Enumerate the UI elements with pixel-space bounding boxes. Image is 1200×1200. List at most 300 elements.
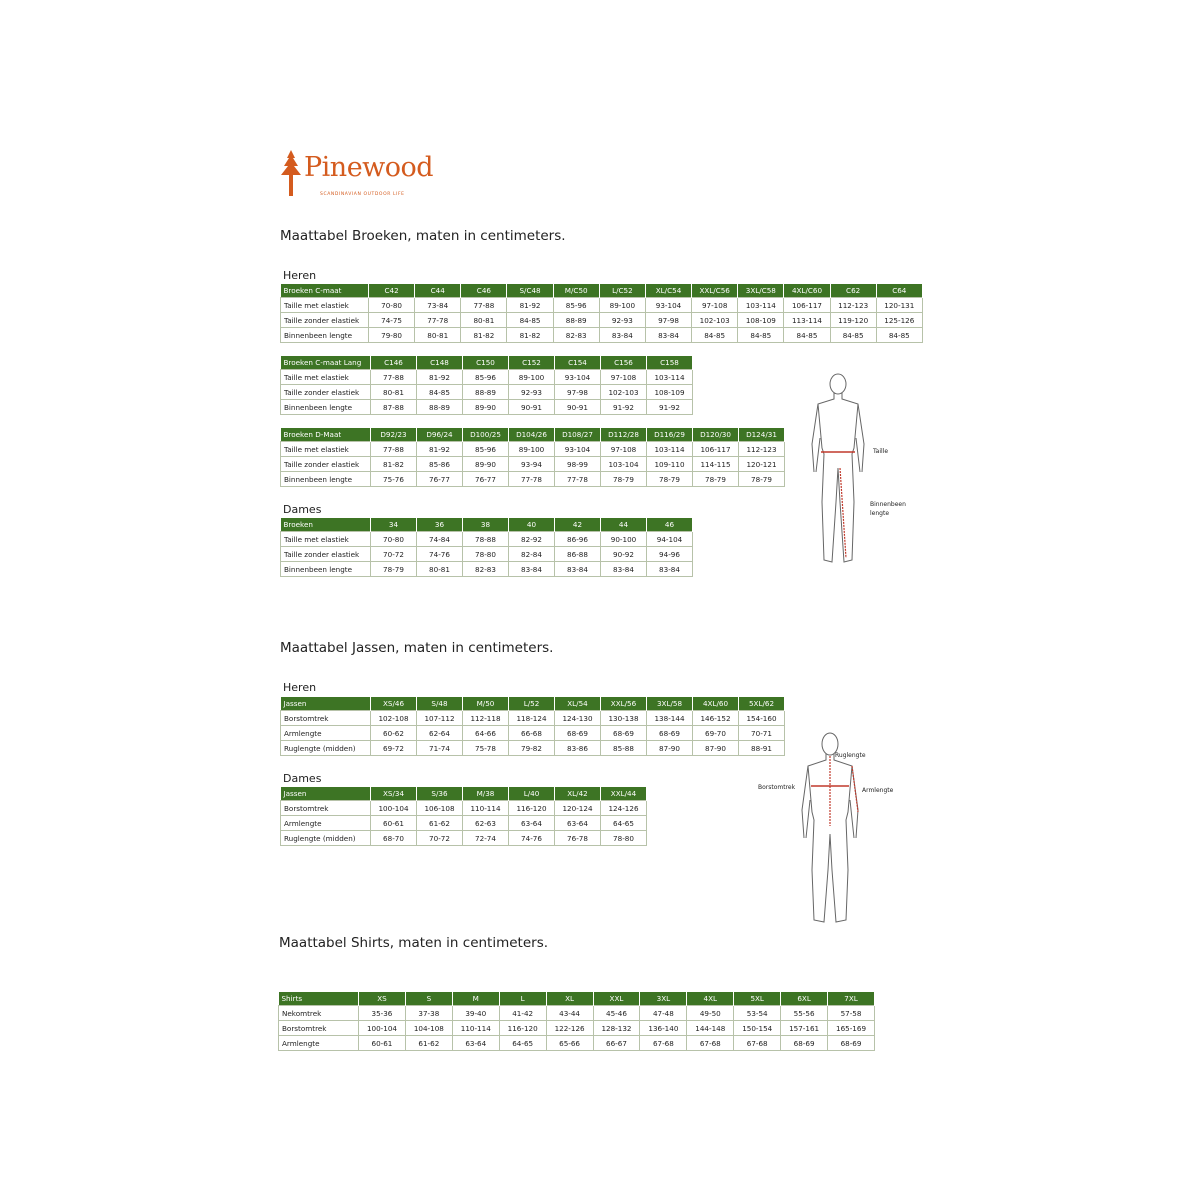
measurement-label: Armlengte bbox=[281, 726, 371, 741]
size-table-trousers-c bbox=[280, 284, 923, 343]
size-header-cell: C62 bbox=[830, 284, 876, 298]
measurement-value: 70-80 bbox=[369, 298, 415, 313]
measurement-value: 60-61 bbox=[359, 1036, 406, 1051]
size-header-cell: 40 bbox=[509, 518, 555, 532]
measurement-value: 90-92 bbox=[601, 547, 647, 562]
measurement-value: 102-103 bbox=[601, 385, 647, 400]
measurement-value: 86-96 bbox=[555, 532, 601, 547]
measurement-value: 136-140 bbox=[640, 1021, 687, 1036]
measurement-value: 108-109 bbox=[647, 385, 693, 400]
measurement-value: 63-64 bbox=[509, 816, 555, 831]
label-inseam-1: Binnenbeen bbox=[870, 501, 906, 508]
measurement-value: 62-63 bbox=[463, 816, 509, 831]
measurement-value: 47-48 bbox=[640, 1006, 687, 1021]
measurement-value: 85-96 bbox=[553, 298, 599, 313]
measurement-label: Binnenbeen lengte bbox=[281, 400, 371, 415]
measurement-value: 79-82 bbox=[509, 741, 555, 756]
table-row bbox=[281, 711, 785, 726]
measurement-value: 102-103 bbox=[692, 313, 738, 328]
measurement-value: 84-85 bbox=[784, 328, 830, 343]
table-row bbox=[281, 313, 923, 328]
measurement-value: 110-114 bbox=[452, 1021, 499, 1036]
size-header-cell: XXL bbox=[593, 992, 640, 1006]
size-header-cell: D104/26 bbox=[509, 428, 555, 442]
measurement-value: 112-123 bbox=[830, 298, 876, 313]
table-row bbox=[281, 532, 693, 547]
size-header-cell: C148 bbox=[417, 356, 463, 370]
measurement-value: 49-50 bbox=[687, 1006, 734, 1021]
body-outline-icon bbox=[800, 372, 880, 572]
measurement-value: 70-72 bbox=[371, 547, 417, 562]
size-header-cell: 5XL bbox=[734, 992, 781, 1006]
size-header-cell: D108/27 bbox=[555, 428, 601, 442]
table-header-label: Jassen bbox=[281, 697, 371, 711]
measurement-value: 72-74 bbox=[463, 831, 509, 846]
measurement-value: 70-72 bbox=[417, 831, 463, 846]
measurement-value: 128-132 bbox=[593, 1021, 640, 1036]
measurement-value: 81-92 bbox=[507, 298, 553, 313]
measurement-value: 87-90 bbox=[693, 741, 739, 756]
measurement-value: 89-90 bbox=[463, 400, 509, 415]
measurement-label: Binnenbeen lengte bbox=[281, 562, 371, 577]
size-header-cell: XL bbox=[546, 992, 593, 1006]
measurement-label: Nekomtrek bbox=[279, 1006, 359, 1021]
size-header-cell: 4XL/C60 bbox=[784, 284, 830, 298]
measurement-value: 88-91 bbox=[739, 741, 785, 756]
size-header-cell: C156 bbox=[601, 356, 647, 370]
measurement-value: 89-100 bbox=[509, 442, 555, 457]
table-row bbox=[281, 741, 785, 756]
measurement-value: 89-100 bbox=[509, 370, 555, 385]
measurement-value: 71-74 bbox=[417, 741, 463, 756]
size-header-cell: C64 bbox=[876, 284, 922, 298]
measurement-value: 88-89 bbox=[417, 400, 463, 415]
label-inseam-2: lengte bbox=[870, 510, 890, 517]
measurement-value: 77-78 bbox=[509, 472, 555, 487]
measurement-value: 80-81 bbox=[415, 328, 461, 343]
measurement-value: 84-85 bbox=[738, 328, 784, 343]
measurement-value: 84-85 bbox=[876, 328, 922, 343]
table-header-row bbox=[281, 518, 693, 532]
measurement-value: 77-78 bbox=[555, 472, 601, 487]
body-outline-icon bbox=[792, 730, 872, 930]
size-header-cell: C158 bbox=[647, 356, 693, 370]
size-header-cell: L/52 bbox=[509, 697, 555, 711]
measurement-label: Borstomtrek bbox=[279, 1021, 359, 1036]
table-header-label: Broeken C-maat bbox=[281, 284, 369, 298]
measurement-value: 67-68 bbox=[640, 1036, 687, 1051]
size-table-jackets-men bbox=[280, 697, 785, 756]
measurement-value: 83-84 bbox=[555, 562, 601, 577]
size-header-cell: 3XL/58 bbox=[647, 697, 693, 711]
measurement-value: 78-79 bbox=[647, 472, 693, 487]
table-row bbox=[281, 328, 923, 343]
measurement-value: 83-84 bbox=[645, 328, 691, 343]
measurement-label: Taille met elastiek bbox=[281, 532, 371, 547]
measurement-value: 78-79 bbox=[601, 472, 647, 487]
measurement-label: Taille zonder elastiek bbox=[281, 385, 371, 400]
measurement-value: 55-56 bbox=[781, 1006, 828, 1021]
size-table-trousers-women bbox=[280, 518, 693, 577]
measurement-label: Taille met elastiek bbox=[281, 370, 371, 385]
table-row bbox=[281, 547, 693, 562]
measurement-value: 106-117 bbox=[693, 442, 739, 457]
jackets-title: Maattabel Jassen, maten in centimeters. bbox=[280, 640, 554, 656]
measurement-value: 76-77 bbox=[463, 472, 509, 487]
measurement-value: 124-130 bbox=[555, 711, 601, 726]
measurement-value: 80-81 bbox=[461, 313, 507, 328]
trousers-women-title: Dames bbox=[283, 503, 322, 516]
size-header-cell: S bbox=[405, 992, 452, 1006]
size-header-cell: XL/54 bbox=[555, 697, 601, 711]
measurement-value: 89-90 bbox=[463, 457, 509, 472]
measurement-value: 78-80 bbox=[463, 547, 509, 562]
measurement-value: 77-78 bbox=[415, 313, 461, 328]
measurement-value: 118-124 bbox=[509, 711, 555, 726]
measurement-value: 98-99 bbox=[555, 457, 601, 472]
size-header-cell: 44 bbox=[601, 518, 647, 532]
table-row bbox=[279, 1036, 875, 1051]
measurement-value: 64-65 bbox=[499, 1036, 546, 1051]
measurement-value: 68-69 bbox=[601, 726, 647, 741]
jackets-women-title: Dames bbox=[283, 772, 322, 785]
measurement-value: 97-98 bbox=[555, 385, 601, 400]
measurement-value: 103-104 bbox=[601, 457, 647, 472]
table-header-row bbox=[279, 992, 875, 1006]
measurement-value: 87-90 bbox=[647, 741, 693, 756]
measurement-label: Borstomtrek bbox=[281, 801, 371, 816]
measurement-value: 82-83 bbox=[553, 328, 599, 343]
table-row bbox=[281, 400, 693, 415]
measurement-value: 41-42 bbox=[499, 1006, 546, 1021]
measurement-value: 77-88 bbox=[371, 442, 417, 457]
measurement-value: 87-88 bbox=[371, 400, 417, 415]
table-header-label: Jassen bbox=[281, 787, 371, 801]
size-header-cell: C146 bbox=[371, 356, 417, 370]
label-back-length: Ruglengte bbox=[835, 752, 866, 759]
measurement-label: Taille zonder elastiek bbox=[281, 457, 371, 472]
measurement-value: 114-115 bbox=[693, 457, 739, 472]
measurement-value: 53-54 bbox=[734, 1006, 781, 1021]
measurement-value: 61-62 bbox=[417, 816, 463, 831]
measurement-value: 112-118 bbox=[463, 711, 509, 726]
measurement-value: 102-108 bbox=[371, 711, 417, 726]
measurement-value: 93-104 bbox=[555, 370, 601, 385]
size-header-cell: C150 bbox=[463, 356, 509, 370]
measurement-value: 88-89 bbox=[553, 313, 599, 328]
measurement-value: 92-93 bbox=[509, 385, 555, 400]
measurement-value: 120-131 bbox=[876, 298, 922, 313]
table-header-row bbox=[281, 697, 785, 711]
measurement-value: 69-72 bbox=[371, 741, 417, 756]
measurement-value: 37-38 bbox=[405, 1006, 452, 1021]
measurement-value: 81-82 bbox=[507, 328, 553, 343]
measurement-value: 77-88 bbox=[371, 370, 417, 385]
trousers-measurement-figure bbox=[800, 372, 910, 572]
measurement-value: 76-78 bbox=[555, 831, 601, 846]
table-row bbox=[281, 442, 785, 457]
size-header-cell: C154 bbox=[555, 356, 601, 370]
measurement-value: 68-70 bbox=[371, 831, 417, 846]
trousers-men-title: Heren bbox=[283, 269, 317, 282]
measurement-value: 91-92 bbox=[647, 400, 693, 415]
measurement-value: 69-70 bbox=[693, 726, 739, 741]
measurement-value: 63-64 bbox=[555, 816, 601, 831]
measurement-value: 68-69 bbox=[555, 726, 601, 741]
brand-name: Pinewood bbox=[304, 152, 434, 183]
measurement-value: 82-92 bbox=[509, 532, 555, 547]
measurement-value: 85-96 bbox=[463, 370, 509, 385]
table-row bbox=[281, 816, 647, 831]
size-header-cell: D120/30 bbox=[693, 428, 739, 442]
size-header-cell: 34 bbox=[371, 518, 417, 532]
measurement-value: 73-84 bbox=[415, 298, 461, 313]
measurement-value: 76-77 bbox=[417, 472, 463, 487]
measurement-value: 39-40 bbox=[452, 1006, 499, 1021]
measurement-value: 78-79 bbox=[693, 472, 739, 487]
brand-tagline: SCANDINAVIAN OUTDOOR LIFE bbox=[320, 192, 405, 197]
shirts-title: Maattabel Shirts, maten in centimeters. bbox=[279, 935, 549, 951]
measurement-label: Taille met elastiek bbox=[281, 298, 369, 313]
measurement-value: 74-76 bbox=[417, 547, 463, 562]
size-header-cell: D96/24 bbox=[417, 428, 463, 442]
measurement-value: 83-84 bbox=[601, 562, 647, 577]
measurement-label: Armlengte bbox=[279, 1036, 359, 1051]
jackets-measurement-figure bbox=[756, 730, 906, 930]
measurement-value: 57-58 bbox=[828, 1006, 875, 1021]
size-header-cell: D92/23 bbox=[371, 428, 417, 442]
measurement-value: 78-79 bbox=[739, 472, 785, 487]
measurement-value: 67-68 bbox=[687, 1036, 734, 1051]
measurement-value: 90-91 bbox=[509, 400, 555, 415]
measurement-value: 116-120 bbox=[509, 801, 555, 816]
measurement-value: 45-46 bbox=[593, 1006, 640, 1021]
size-header-cell: L/C52 bbox=[599, 284, 645, 298]
table-row bbox=[281, 298, 923, 313]
measurement-value: 85-86 bbox=[417, 457, 463, 472]
measurement-value: 97-108 bbox=[601, 370, 647, 385]
size-header-cell: 36 bbox=[417, 518, 463, 532]
size-header-cell: M/50 bbox=[463, 697, 509, 711]
measurement-value: 86-88 bbox=[555, 547, 601, 562]
table-row bbox=[281, 562, 693, 577]
measurement-value: 43-44 bbox=[546, 1006, 593, 1021]
measurement-value: 124-126 bbox=[601, 801, 647, 816]
table-row bbox=[281, 801, 647, 816]
table-row bbox=[279, 1021, 875, 1036]
measurement-value: 146-152 bbox=[693, 711, 739, 726]
measurement-value: 68-69 bbox=[781, 1036, 828, 1051]
size-header-cell: M bbox=[452, 992, 499, 1006]
measurement-value: 144-148 bbox=[687, 1021, 734, 1036]
measurement-value: 92-93 bbox=[599, 313, 645, 328]
table-header-row bbox=[281, 284, 923, 298]
table-header-label: Shirts bbox=[279, 992, 359, 1006]
measurement-value: 68-69 bbox=[647, 726, 693, 741]
measurement-value: 97-108 bbox=[601, 442, 647, 457]
size-header-cell: D112/28 bbox=[601, 428, 647, 442]
measurement-value: 165-169 bbox=[828, 1021, 875, 1036]
table-row bbox=[281, 726, 785, 741]
measurement-label: Taille zonder elastiek bbox=[281, 547, 371, 562]
measurement-label: Taille met elastiek bbox=[281, 442, 371, 457]
measurement-value: 74-76 bbox=[509, 831, 555, 846]
table-row bbox=[281, 831, 647, 846]
measurement-value: 83-86 bbox=[555, 741, 601, 756]
size-header-cell: S/C48 bbox=[507, 284, 553, 298]
measurement-label: Ruglengte (midden) bbox=[281, 831, 371, 846]
measurement-value: 80-81 bbox=[417, 562, 463, 577]
measurement-value: 79-80 bbox=[369, 328, 415, 343]
table-row bbox=[281, 370, 693, 385]
size-header-cell: XS/46 bbox=[371, 697, 417, 711]
measurement-value: 81-82 bbox=[461, 328, 507, 343]
measurement-label: Armlengte bbox=[281, 816, 371, 831]
size-header-cell: M/C50 bbox=[553, 284, 599, 298]
table-row bbox=[281, 457, 785, 472]
measurement-value: 103-114 bbox=[647, 442, 693, 457]
table-row bbox=[281, 472, 785, 487]
measurement-value: 81-92 bbox=[417, 370, 463, 385]
size-header-cell: 3XL/C58 bbox=[738, 284, 784, 298]
measurement-label: Taille zonder elastiek bbox=[281, 313, 369, 328]
measurement-value: 138-144 bbox=[647, 711, 693, 726]
measurement-value: 93-104 bbox=[645, 298, 691, 313]
size-header-cell: XL/42 bbox=[555, 787, 601, 801]
measurement-value: 93-94 bbox=[509, 457, 555, 472]
measurement-label: Binnenbeen lengte bbox=[281, 472, 371, 487]
measurement-value: 116-120 bbox=[499, 1021, 546, 1036]
measurement-value: 74-75 bbox=[369, 313, 415, 328]
measurement-value: 74-84 bbox=[417, 532, 463, 547]
size-header-cell: 7XL bbox=[828, 992, 875, 1006]
measurement-label: Borstomtrek bbox=[281, 711, 371, 726]
measurement-value: 64-66 bbox=[463, 726, 509, 741]
measurement-value: 89-100 bbox=[599, 298, 645, 313]
measurement-value: 81-92 bbox=[417, 442, 463, 457]
table-header-row bbox=[281, 356, 693, 370]
measurement-value: 84-85 bbox=[830, 328, 876, 343]
measurement-value: 122-126 bbox=[546, 1021, 593, 1036]
label-arm-length: Armlengte bbox=[862, 787, 894, 794]
measurement-value: 80-81 bbox=[371, 385, 417, 400]
size-header-cell: M/38 bbox=[463, 787, 509, 801]
measurement-value: 91-92 bbox=[601, 400, 647, 415]
measurement-value: 107-112 bbox=[417, 711, 463, 726]
size-header-cell: D116/29 bbox=[647, 428, 693, 442]
measurement-value: 60-61 bbox=[371, 816, 417, 831]
measurement-value: 62-64 bbox=[417, 726, 463, 741]
size-header-cell: S/48 bbox=[417, 697, 463, 711]
measurement-value: 83-84 bbox=[599, 328, 645, 343]
measurement-value: 106-108 bbox=[417, 801, 463, 816]
measurement-value: 90-91 bbox=[555, 400, 601, 415]
measurement-value: 60-62 bbox=[371, 726, 417, 741]
measurement-value: 112-123 bbox=[739, 442, 785, 457]
measurement-value: 97-108 bbox=[692, 298, 738, 313]
measurement-value: 75-78 bbox=[463, 741, 509, 756]
measurement-value: 130-138 bbox=[601, 711, 647, 726]
measurement-value: 78-80 bbox=[601, 831, 647, 846]
measurement-value: 119-120 bbox=[830, 313, 876, 328]
measurement-value: 84-85 bbox=[692, 328, 738, 343]
measurement-value: 82-83 bbox=[463, 562, 509, 577]
measurement-value: 125-126 bbox=[876, 313, 922, 328]
measurement-value: 94-96 bbox=[647, 547, 693, 562]
measurement-label: Ruglengte (midden) bbox=[281, 741, 371, 756]
size-header-cell: 6XL bbox=[781, 992, 828, 1006]
table-header-label: Broeken D-Maat bbox=[281, 428, 371, 442]
measurement-value: 84-85 bbox=[507, 313, 553, 328]
measurement-value: 35-36 bbox=[359, 1006, 406, 1021]
size-table-trousers-c-long bbox=[280, 356, 693, 415]
size-header-cell: XXL/44 bbox=[601, 787, 647, 801]
brand-logo bbox=[278, 148, 438, 204]
measurement-value: 70-80 bbox=[371, 532, 417, 547]
trousers-title: Maattabel Broeken, maten in centimeters. bbox=[280, 228, 566, 244]
measurement-value: 106-117 bbox=[784, 298, 830, 313]
measurement-value: 90-100 bbox=[601, 532, 647, 547]
measurement-value: 75-76 bbox=[371, 472, 417, 487]
measurement-value: 85-96 bbox=[463, 442, 509, 457]
measurement-value: 157-161 bbox=[781, 1021, 828, 1036]
measurement-value: 82-84 bbox=[509, 547, 555, 562]
measurement-value: 67-68 bbox=[734, 1036, 781, 1051]
size-header-cell: C44 bbox=[415, 284, 461, 298]
size-header-cell: D100/25 bbox=[463, 428, 509, 442]
table-header-label: Broeken C-maat Lang bbox=[281, 356, 371, 370]
measurement-value: 63-64 bbox=[452, 1036, 499, 1051]
pine-tree-icon bbox=[278, 148, 304, 198]
measurement-value: 83-84 bbox=[509, 562, 555, 577]
size-table-jackets-women bbox=[280, 787, 647, 846]
measurement-value: 103-114 bbox=[647, 370, 693, 385]
measurement-value: 97-98 bbox=[645, 313, 691, 328]
size-header-cell: 4XL/60 bbox=[693, 697, 739, 711]
table-row bbox=[281, 385, 693, 400]
measurement-value: 108-109 bbox=[738, 313, 784, 328]
size-header-cell: XS/34 bbox=[371, 787, 417, 801]
table-header-label: Broeken bbox=[281, 518, 371, 532]
size-header-cell: 3XL bbox=[640, 992, 687, 1006]
size-header-cell: L bbox=[499, 992, 546, 1006]
label-waist: Taille bbox=[873, 448, 889, 455]
size-header-cell: XXL/56 bbox=[601, 697, 647, 711]
measurement-value: 120-121 bbox=[739, 457, 785, 472]
measurement-value: 81-82 bbox=[371, 457, 417, 472]
jackets-men-title: Heren bbox=[283, 681, 317, 694]
measurement-value: 64-65 bbox=[601, 816, 647, 831]
size-header-cell: S/36 bbox=[417, 787, 463, 801]
label-chest: Borstomtrek bbox=[758, 784, 796, 791]
size-header-cell: D124/31 bbox=[739, 428, 785, 442]
measurement-value: 100-104 bbox=[359, 1021, 406, 1036]
measurement-value: 85-88 bbox=[601, 741, 647, 756]
size-header-cell: 38 bbox=[463, 518, 509, 532]
measurement-value: 100-104 bbox=[371, 801, 417, 816]
table-row bbox=[279, 1006, 875, 1021]
measurement-value: 109-110 bbox=[647, 457, 693, 472]
size-table-shirts bbox=[278, 992, 875, 1051]
size-header-cell: L/40 bbox=[509, 787, 555, 801]
size-header-cell: 46 bbox=[647, 518, 693, 532]
measurement-value: 78-88 bbox=[463, 532, 509, 547]
size-header-cell: XXL/C56 bbox=[692, 284, 738, 298]
measurement-value: 70-71 bbox=[739, 726, 785, 741]
measurement-value: 103-114 bbox=[738, 298, 784, 313]
size-header-cell: 4XL bbox=[687, 992, 734, 1006]
measurement-value: 113-114 bbox=[784, 313, 830, 328]
